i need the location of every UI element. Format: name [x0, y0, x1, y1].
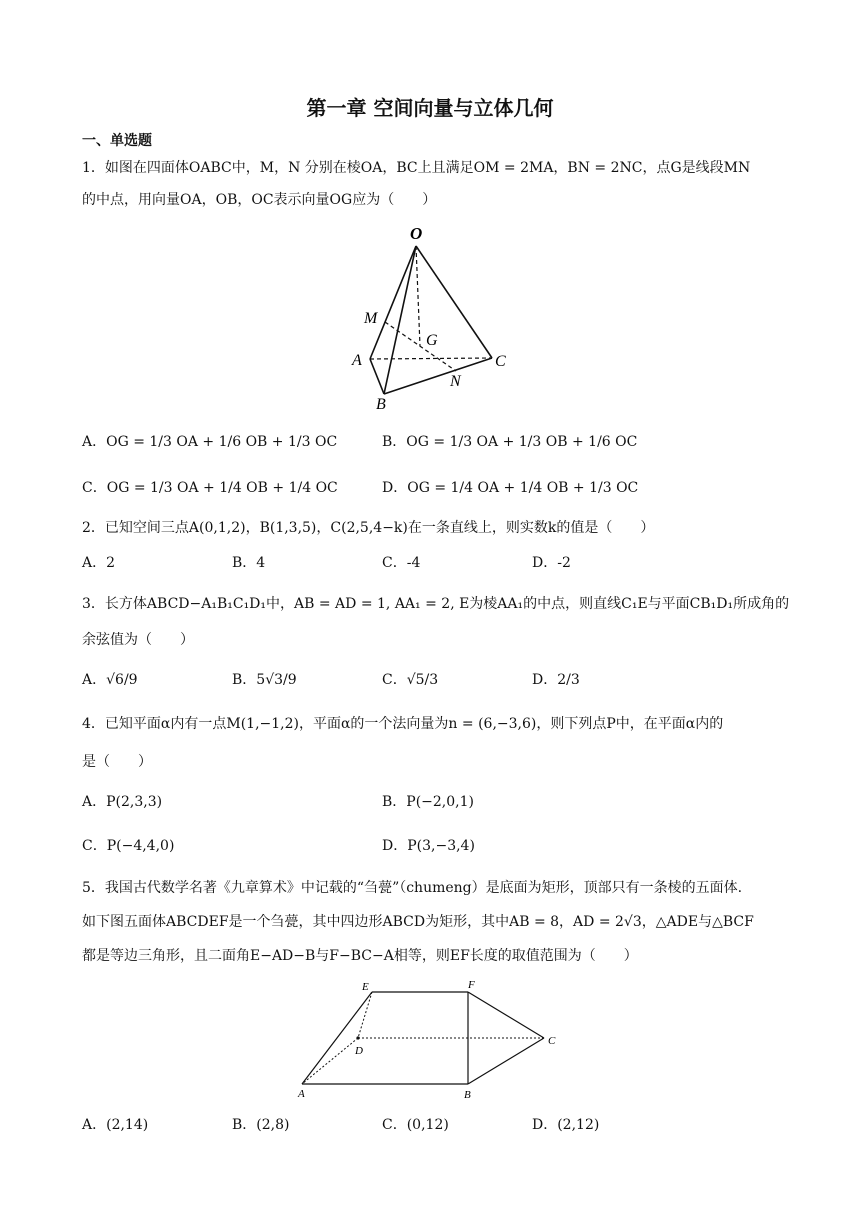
q4-option-d[interactable]: D．P(3,−3,4) [382, 838, 475, 854]
q5-pentahedron-figure [292, 976, 572, 1100]
q3-option-b[interactable]: B．5√3/9 [232, 672, 297, 688]
label-A: A [298, 1088, 305, 1100]
edge-EA [302, 992, 372, 1084]
segment-MN [385, 322, 456, 371]
page-title: 第一章 空间向量与立体几何 [306, 96, 554, 120]
label-M: M [364, 310, 378, 327]
q4-option-c[interactable]: C．P(−4,4,0) [82, 838, 175, 854]
q2-option-c[interactable]: C．-4 [382, 555, 421, 571]
q2-stem: 2．已知空间三点A(0,1,2)，B(1,3,5)，C(2,5,4−k)在一条直线上，则实数k的值是（ ） [82, 520, 655, 536]
edge-CB [468, 1038, 544, 1084]
q5-option-a[interactable]: A．(2,14) [82, 1117, 149, 1133]
q4-stem-line2: 是（ ） [82, 754, 152, 770]
q1-option-b[interactable]: B．OG = 1/3 OA + 1/3 OB + 1/6 OC [382, 434, 638, 450]
q4-stem-line1: 4．已知平面α内有一点M(1,−1,2)，平面α的一个法向量为n = (6,−3,6)，则下列点P中，在平面α内的 [82, 716, 724, 732]
label-N: N [450, 373, 461, 390]
q2-option-d[interactable]: D．-2 [532, 555, 571, 571]
q5-option-c[interactable]: C．(0,12) [382, 1117, 449, 1133]
q2-option-b[interactable]: B．4 [232, 555, 266, 571]
edge-BC [384, 358, 492, 394]
q1-option-d[interactable]: D．OG = 1/4 OA + 1/4 OB + 1/3 OC [382, 480, 639, 496]
label-O: O [410, 224, 423, 243]
q3-stem-line1: 3．长方体ABCD−A₁B₁C₁D₁中，AB = AD = 1, AA₁ = 2, E为棱AA₁的中点，则直线C₁E与平面CB₁D₁所成角的 [82, 596, 790, 612]
label-C: C [495, 353, 506, 370]
q1-option-a[interactable]: A．OG = 1/3 OA + 1/6 OB + 1/3 OC [82, 434, 338, 450]
label-B: B [464, 1089, 471, 1100]
edge-FC [468, 992, 544, 1038]
edge-OA [370, 246, 416, 359]
label-B: B [376, 396, 386, 412]
label-F: F [468, 979, 475, 991]
q1-tetrahedron-figure [340, 222, 520, 412]
edge-AB [370, 359, 384, 394]
q3-option-c[interactable]: C．√5/3 [382, 672, 439, 688]
q5-stem-line3: 都是等边三角形，且二面角E−AD−B与F−BC−A相等，则EF长度的取值范围为（ ） [82, 948, 638, 964]
q1-stem-line2: 的中点，用向量OA，OB，OC表示向量OG应为（ ） [82, 192, 437, 208]
q5-option-b[interactable]: B．(2,8) [232, 1117, 290, 1133]
q5-stem-line1: 5．我国古代数学名著《九章算术》中记载的“刍甍”（chumeng）是底面为矩形，顶部只有一条棱的五面体. [82, 880, 743, 896]
edge-ED [358, 992, 372, 1038]
label-A: A [352, 352, 362, 369]
q4-option-a[interactable]: A．P(2,3,3) [82, 794, 163, 810]
q3-option-a[interactable]: A．√6/9 [82, 672, 138, 688]
q3-stem-line2: 余弦值为（ ） [82, 632, 194, 648]
section-heading: 一、单选题 [82, 133, 152, 149]
label-G: G [426, 332, 438, 349]
segment-OG [416, 246, 420, 346]
q4-option-b[interactable]: B．P(−2,0,1) [382, 794, 474, 810]
edge-OB [384, 246, 416, 394]
point-D [356, 1036, 359, 1039]
edge-AC [370, 358, 492, 359]
label-E: E [362, 981, 369, 993]
q3-option-d[interactable]: D．2/3 [532, 672, 580, 688]
label-C: C [548, 1035, 556, 1047]
label-D: D [355, 1045, 363, 1057]
q5-option-d[interactable]: D．(2,12) [532, 1117, 600, 1133]
q5-stem-line2: 如下图五面体ABCDEF是一个刍甍，其中四边形ABCD为矩形，其中AB = 8，AD = 2√3，△ADE与△BCF [82, 914, 754, 930]
q1-stem-line1: 1．如图在四面体OABC中，M，N 分别在棱OA，BC上且满足OM = 2MA，BN = 2NC，点G是线段MN [82, 160, 751, 176]
edge-DA [302, 1038, 358, 1084]
q2-option-a[interactable]: A．2 [82, 555, 116, 571]
q1-option-c[interactable]: C．OG = 1/3 OA + 1/4 OB + 1/4 OC [82, 480, 338, 496]
